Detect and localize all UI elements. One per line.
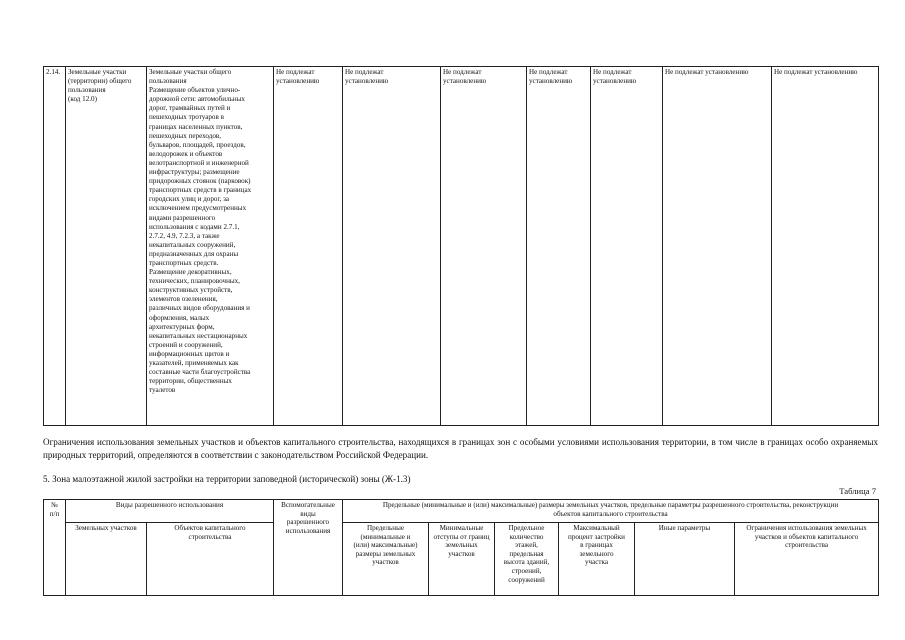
- table-cell: Не подлежат установлению: [772, 67, 879, 426]
- table-row: [44, 67, 879, 426]
- table-header-row: [44, 523, 879, 596]
- header-floors-height: Предельное количество этажей, предельная высота зданий, строений, сооружений: [495, 523, 559, 596]
- header-setbacks: Минимальные отступы от границ земельных участков: [429, 523, 495, 596]
- table-cell: Не подлежат установлению: [274, 67, 343, 426]
- header-capital-objects: Объектов капитального строительства: [147, 523, 274, 596]
- table-cell: Не подлежат установлению: [343, 67, 441, 426]
- restrictions-paragraph: Ограничения использования земельных участков и объектов капитального строительства, находящихся в границах зон с особыми условиями использования территории, в том числе в границах особо охраняемых природных территорий, определяются в соответствии с законодательством Российской Федерации.: [43, 437, 878, 460]
- table-cell: Не подлежат установлению: [663, 67, 772, 426]
- row-number: 2.14.: [44, 67, 66, 426]
- table-header-row: [44, 500, 879, 523]
- section-heading: 5. Зона малоэтажной жилой застройки на территории заповедной (исторической) зоны (Ж-1.3): [43, 474, 411, 484]
- use-type-description: Земельные участки общего пользования Размещение объектов улично- дорожной сети: автомобильных дорог, трамвайных путей и пешеходных тротуаров в границах населенных пунктов, пешеходных переходов, бульваров, площадей, проездов, велодорожек и объектов велотранспортной и инженерной инфраструктуры; размещение придорожных стоянок (парковок) транспортных средств в границах городских улиц и дорог, за исключением предусмотренных видами разрешенного использования с кодами 2.7.1, 2.7.2, 4.9, 7.2.3, а также некапитальных сооружений, предназначенных для охраны транспортных средств. Размещение декоративных, технических, планировочных, конструктивных устройств, элементов озеленения, различных видов оборудования и оформления, малых архитектурных форм, некапитальных нестационарных строений и сооружений, информационных щитов и указателей, применяемых как составные части благоустройства территории, общественных туалетов: [147, 67, 274, 426]
- zone-parameters-table: [43, 499, 879, 596]
- header-permitted-use-types: Виды разрешенного использования: [66, 500, 274, 523]
- header-auxiliary-uses: Вспомогательные виды разрешенного использования: [274, 500, 343, 596]
- header-other-parameters: Иные параметры: [635, 523, 735, 596]
- permitted-use-table: [43, 66, 879, 426]
- header-restrictions: Ограничения использования земельных участков и объектов капитального строительства: [735, 523, 879, 596]
- header-limit-parameters: Предельные (минимальные и (или) максимальные) размеры земельных участков, предельные параметры разрешенного строительства, реконструкции объектов капитального строительства: [343, 500, 879, 523]
- header-number: № п/п: [44, 500, 66, 596]
- header-max-coverage: Максимальный процент застройки в границах земельного участка: [559, 523, 635, 596]
- use-type-name: Земельные участки (территории) общего пользования (код 12.0): [66, 67, 147, 426]
- table-cell: Не подлежат установлению: [591, 67, 663, 426]
- table-label: Таблица 7: [839, 486, 876, 496]
- table-cell: Не подлежат установлению: [441, 67, 527, 426]
- header-plot-sizes: Предельные (минимальные и (или) максимальные) размеры земельных участков: [343, 523, 429, 596]
- table-cell: Не подлежат установлению: [527, 67, 591, 426]
- header-land-plots: Земельных участков: [66, 523, 147, 596]
